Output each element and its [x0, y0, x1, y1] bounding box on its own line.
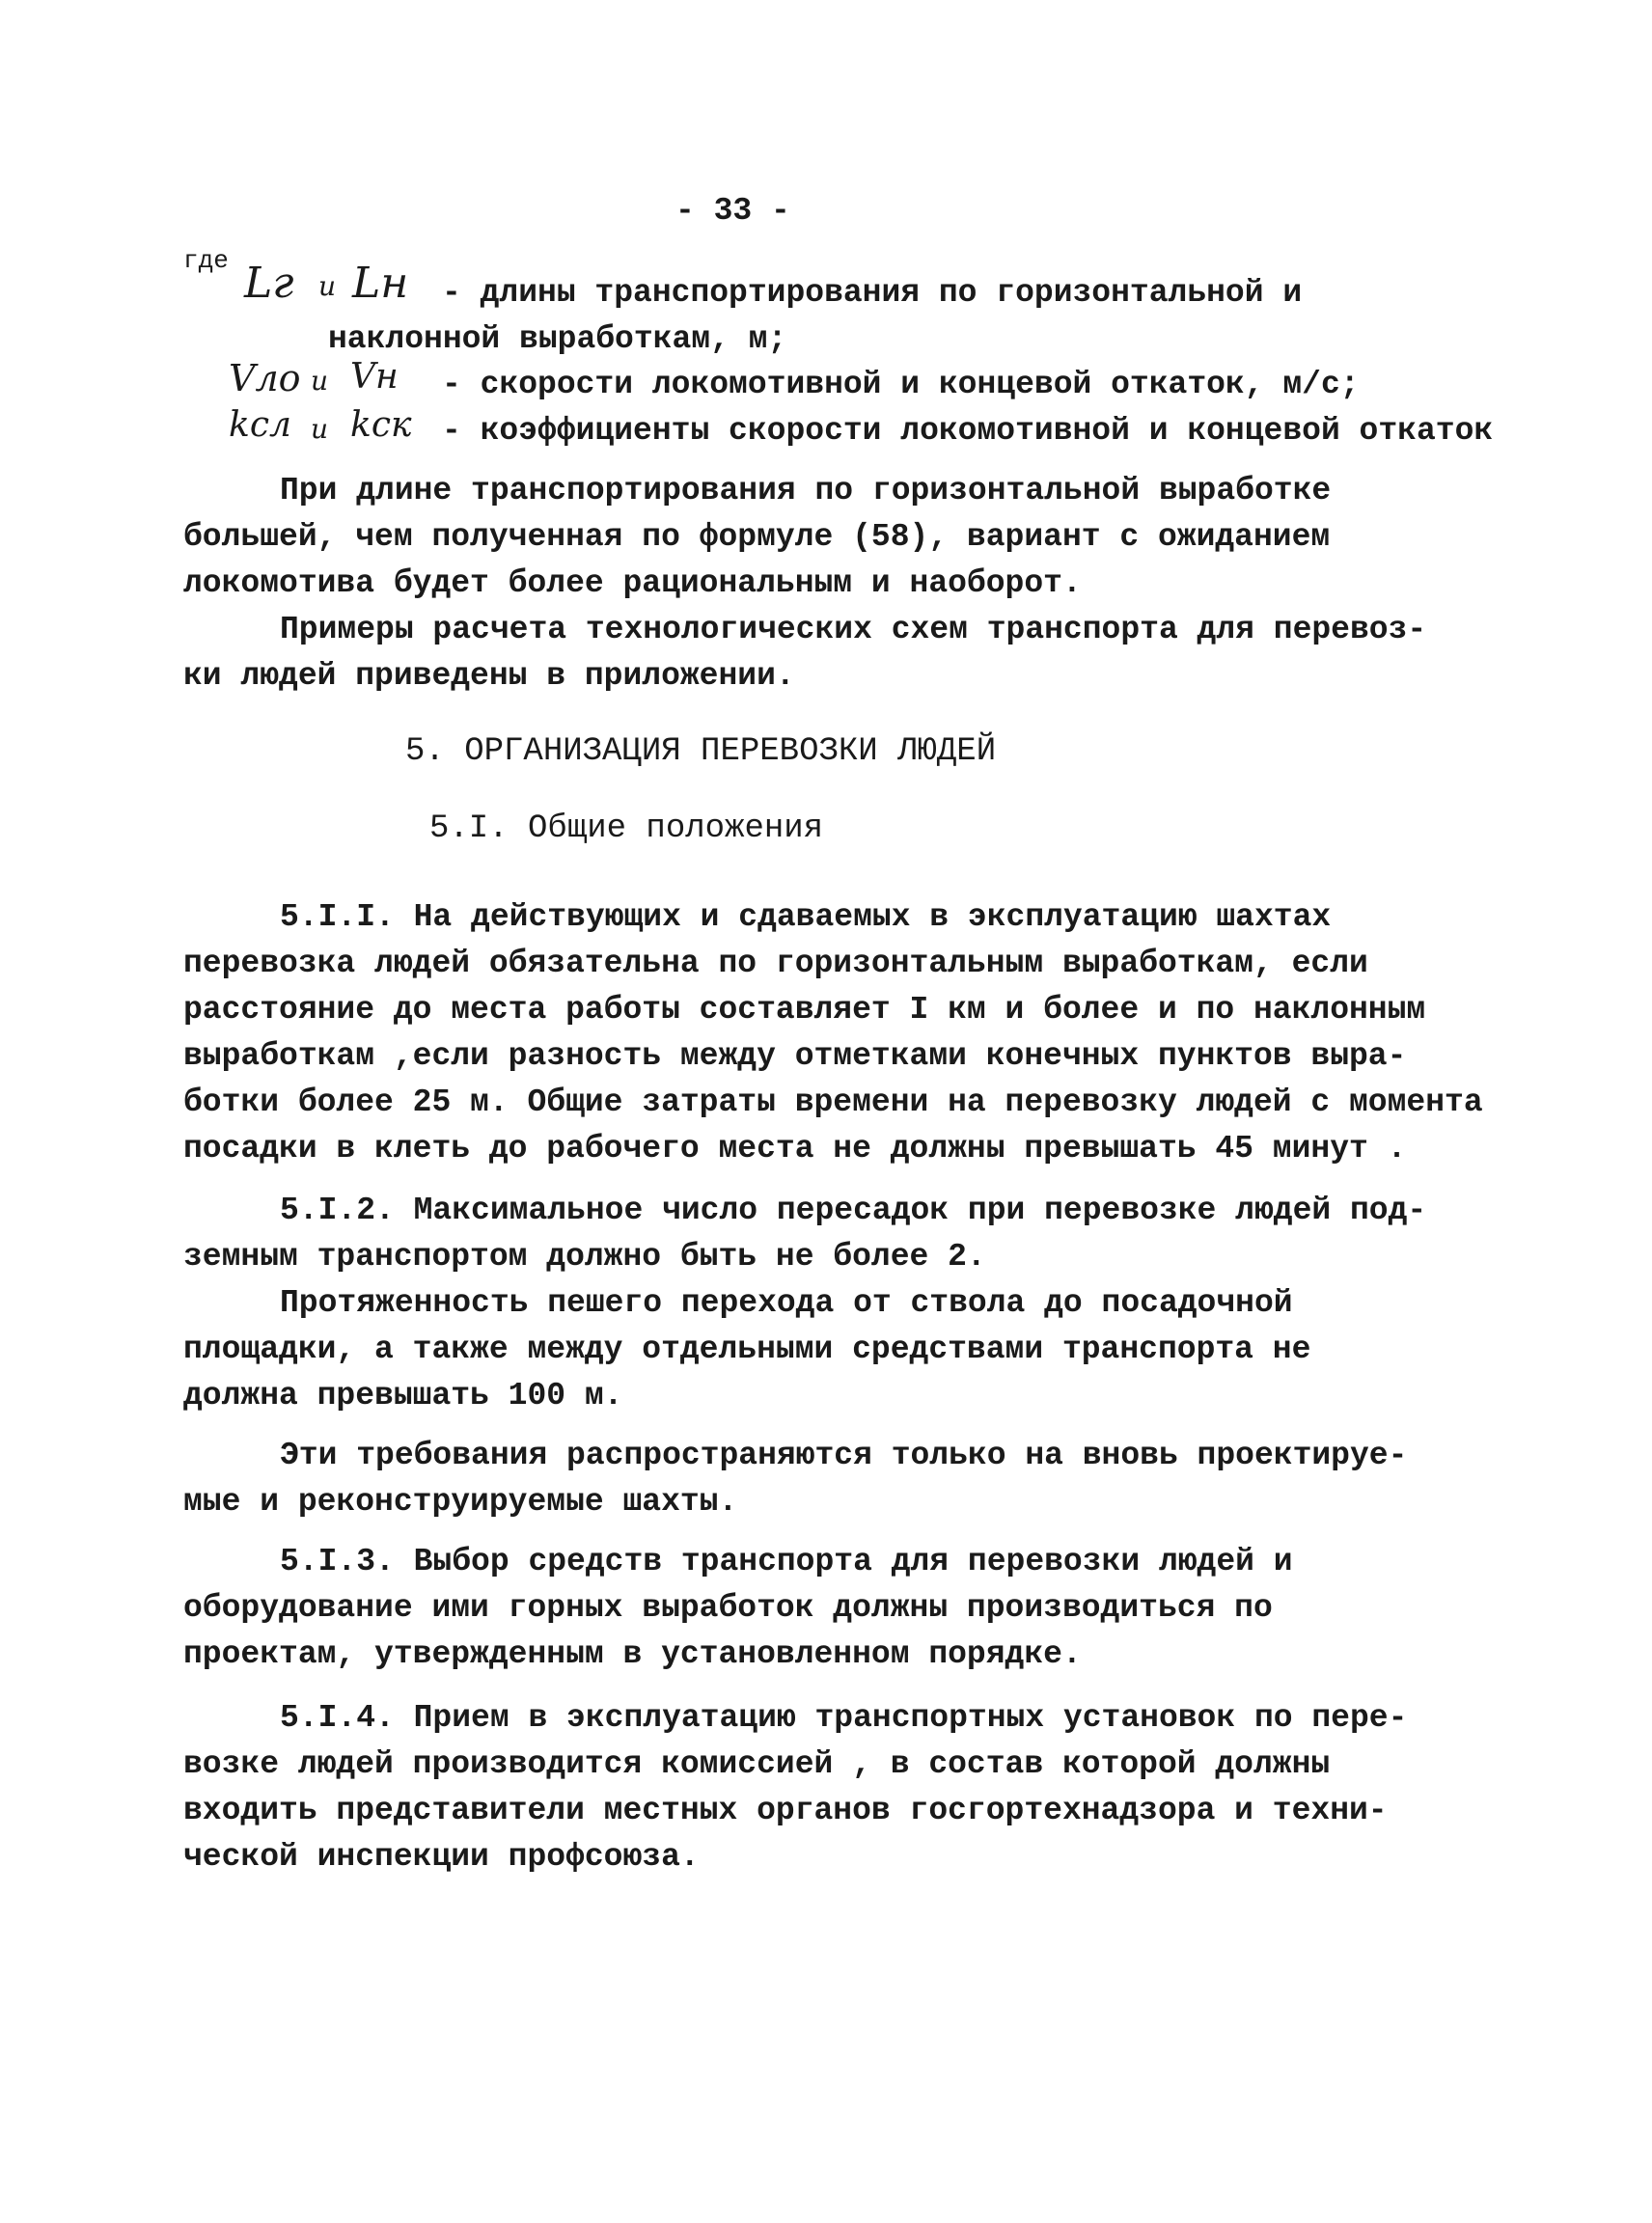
def-line: - коэффициенты скорости локомотивной и концевой откаток	[442, 413, 1494, 449]
paragraph-line: расстояние до места работы составляет I км и более и по наклонным	[183, 992, 1426, 1028]
def-line-continuation: наклонной выработкам, м;	[328, 321, 787, 357]
symbol-l-g: Lг	[244, 259, 294, 308]
paragraph-line: возке людей производится комиссией , в состав которой должны	[183, 1746, 1331, 1782]
subsection-heading: 5.I. Общие положения	[429, 810, 824, 847]
paragraph-line: перевозка людей обязательна по горизонтальным выработкам, если	[183, 946, 1368, 981]
paragraph-line: 5.I.I. На действующих и сдаваемых в эксплуатацию шахтах	[280, 899, 1332, 935]
paragraph-line: земным транспортом должно быть не более 2.	[183, 1239, 986, 1275]
where-word: где	[183, 246, 229, 275]
symbol-v-lo: Vло	[229, 357, 301, 399]
paragraph-line: выработкам ,если разность между отметками конечных пунктов выра-	[183, 1038, 1407, 1074]
paragraph-line: ботки более 25 м. Общие затраты времени на перевозку людей с момента	[183, 1084, 1483, 1120]
section-heading: 5. ОРГАНИЗАЦИЯ ПЕРЕВОЗКИ ЛЮДЕЙ	[405, 733, 997, 770]
paragraph-line: Примеры расчета технологических схем транспорта для перевоз-	[280, 612, 1427, 647]
conj-and: и	[311, 365, 329, 397]
paragraph-line: должна превышать 100 м.	[183, 1378, 623, 1413]
paragraph-line: большей, чем полученная по формуле (58), вариант с ожиданием	[183, 519, 1331, 555]
page-number: - 33 -	[675, 193, 790, 229]
paragraph-line: Эти требования распространяются только на вновь проектируе-	[280, 1438, 1408, 1473]
symbol-k-sl: kсл	[229, 405, 291, 445]
paragraph-line: 5.I.3. Выбор средств транспорта для перевозки людей и	[280, 1544, 1293, 1579]
def-line: - скорости локомотивной и концевой откаток, м/с;	[442, 367, 1360, 402]
conj-and: и	[318, 270, 337, 302]
symbol-v-n: Vн	[350, 357, 399, 397]
def-line: - длины транспортирования по горизонтальной и	[442, 275, 1303, 311]
symbol-k-sk: kск	[350, 405, 412, 445]
conj-and: и	[311, 413, 329, 445]
paragraph-line: При длине транспортирования по горизонтальной выработке	[280, 473, 1332, 508]
symbol-l-n: Lн	[352, 259, 409, 308]
paragraph-line: посадки в клеть до рабочего места не должны превышать 45 минут .	[183, 1131, 1407, 1166]
paragraph-line: 5.I.4. Прием в эксплуатацию транспортных установок по пере-	[280, 1700, 1408, 1736]
paragraph-line: локомотива будет более рациональным и наоборот.	[183, 565, 1082, 601]
paragraph-line: входить представители местных органов госгортехнадзора и техни-	[183, 1793, 1388, 1828]
paragraph-line: мые и реконструируемые шахты.	[183, 1484, 738, 1520]
paragraph-line: проектам, утвержденным в установленном порядке.	[183, 1636, 1082, 1672]
paragraph-line: ки людей приведены в приложении.	[183, 658, 795, 694]
paragraph-line: ческой инспекции профсоюза.	[183, 1839, 700, 1875]
paragraph-line: площадки, а также между отдельными средствами транспорта не	[183, 1331, 1311, 1367]
paragraph-line: Протяженность пешего перехода от ствола до посадочной	[280, 1285, 1293, 1321]
paragraph-line: 5.I.2. Максимальное число пересадок при перевозке людей под-	[280, 1193, 1427, 1228]
paragraph-line: оборудование ими горных выработок должны производиться по	[183, 1590, 1273, 1626]
